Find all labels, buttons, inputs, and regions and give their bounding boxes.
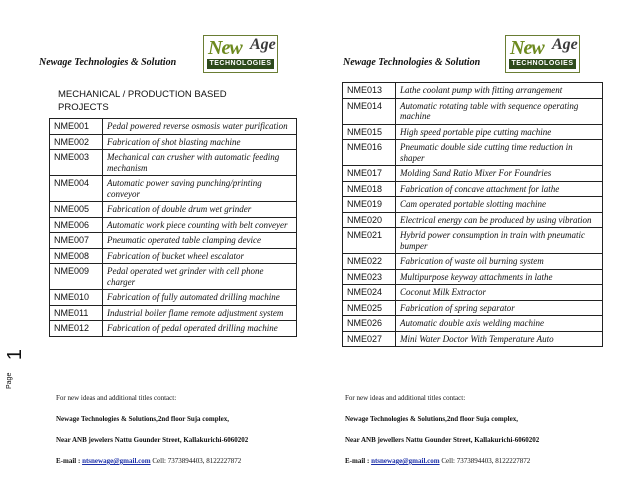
project-title: Cam operated portable slotting machine [396, 197, 603, 213]
page-number: 1 [4, 348, 27, 361]
logo-band-text: TECHNOLOGIES [509, 59, 576, 69]
project-title: Electrical energy can be produced by using vibration [396, 212, 603, 228]
project-title: Automatic work piece counting with belt conveyer [103, 217, 297, 233]
project-row [343, 331, 603, 347]
project-title: Fabrication of concave attachment for lathe [396, 181, 603, 197]
project-row [343, 316, 603, 332]
project-row [50, 150, 297, 176]
project-row [50, 176, 297, 202]
project-title: Fabrication of pedal operated drilling machine [103, 321, 297, 337]
project-row [50, 305, 297, 321]
logo-text-age: Age [250, 36, 276, 53]
project-title: Molding Sand Ratio Mixer For Foundries [396, 166, 603, 182]
project-title: Multipurpose keyway attachments in lathe [396, 269, 603, 285]
project-code: NME008 [50, 248, 103, 264]
right-header-title: Newage Technologies & Solution [343, 57, 481, 68]
project-code: NME001 [50, 119, 103, 135]
project-row [50, 264, 297, 290]
project-code: NME014 [343, 98, 396, 124]
section-heading-line-2: PROJECTS [58, 102, 109, 113]
project-row [343, 140, 603, 166]
cell-numbers: Cell: 7373894403, 8122227872 [441, 457, 531, 465]
project-code: NME009 [50, 264, 103, 290]
project-row [343, 269, 603, 285]
right-company-logo [505, 35, 580, 73]
contact-line [56, 456, 306, 466]
left-project-table [49, 118, 297, 337]
project-code: NME023 [343, 269, 396, 285]
project-title: Fabrication of shot blasting machine [103, 134, 297, 150]
project-code: NME013 [343, 83, 396, 99]
project-row [343, 98, 603, 124]
contact-line [345, 456, 605, 466]
project-row [343, 181, 603, 197]
project-title: Pedal operated wet grinder with cell phone charger [103, 264, 297, 290]
project-row [343, 166, 603, 182]
project-code: NME007 [50, 233, 103, 249]
project-code: NME019 [343, 197, 396, 213]
contact-intro: For new ideas and additional titles contact: [345, 394, 466, 402]
left-company-logo [203, 35, 278, 73]
project-title: High speed portable pipe cutting machine [396, 124, 603, 140]
address-line-1: Newage Technologies & Solutions,2nd floor Suja complex, [56, 415, 229, 423]
project-row [343, 300, 603, 316]
project-code: NME002 [50, 134, 103, 150]
address-line-1: Newage Technologies & Solutions,2nd floor Suja complex, [345, 415, 518, 423]
cell-numbers: Cell: 7373894403, 8122227872 [152, 457, 242, 465]
project-code: NME006 [50, 217, 103, 233]
logo-text-new: New [510, 37, 544, 59]
project-code: NME005 [50, 202, 103, 218]
project-title: Fabrication of double drum wet grinder [103, 202, 297, 218]
project-title: Fabrication of fully automated drilling machine [103, 290, 297, 306]
project-row [50, 233, 297, 249]
project-title: Industrial boiler flame remote adjustment system [103, 305, 297, 321]
project-title: Automatic power saving punching/printing conveyor [103, 176, 297, 202]
project-code: NME021 [343, 228, 396, 254]
project-title: Hybrid power consumption in train with pneumatic bumper [396, 228, 603, 254]
project-code: NME010 [50, 290, 103, 306]
project-title: Automatic rotating table with sequence operating machine [396, 98, 603, 124]
project-title: Pedal powered reverse osmosis water purification [103, 119, 297, 135]
project-row [343, 124, 603, 140]
project-code: NME011 [50, 305, 103, 321]
project-code: NME022 [343, 254, 396, 270]
project-code: NME017 [343, 166, 396, 182]
project-row [50, 134, 297, 150]
page-number-label [4, 348, 27, 389]
project-title: Automatic double axis welding machine [396, 316, 603, 332]
project-title: Fabrication of waste oil burning system [396, 254, 603, 270]
email-label: E-mail : [56, 457, 81, 465]
project-row [50, 217, 297, 233]
project-code: NME020 [343, 212, 396, 228]
project-code: NME016 [343, 140, 396, 166]
project-row [343, 197, 603, 213]
logo-band-text: TECHNOLOGIES [207, 59, 274, 69]
project-code: NME015 [343, 124, 396, 140]
project-row [343, 254, 603, 270]
project-row [343, 228, 603, 254]
project-code: NME012 [50, 321, 103, 337]
email-link[interactable]: ntsnewage@gmail.com [371, 457, 440, 465]
contact-intro: For new ideas and additional titles contact: [56, 394, 177, 402]
logo-text-age: Age [552, 36, 578, 53]
project-title: Lathe coolant pump with fitting arrangement [396, 83, 603, 99]
project-row [343, 212, 603, 228]
email-link[interactable]: ntsnewage@gmail.com [82, 457, 151, 465]
project-code: NME018 [343, 181, 396, 197]
project-row [343, 285, 603, 301]
project-row [343, 83, 603, 99]
project-title: Fabrication of bucket wheel escalator [103, 248, 297, 264]
address-line-2: Near ANB jewellers Nattu Gounder Street, Kallakurichi-6060202 [345, 436, 540, 444]
project-code: NME027 [343, 331, 396, 347]
email-label: E-mail : [345, 457, 370, 465]
section-heading-line-1: MECHANICAL / PRODUCTION BASED [58, 89, 227, 100]
page-word: Page [6, 372, 13, 389]
project-title: Fabrication of spring separator [396, 300, 603, 316]
project-title: Mechanical can crusher with automatic feeding mechanism [103, 150, 297, 176]
left-header-title: Newage Technologies & Solution [39, 57, 177, 68]
section-heading [58, 88, 227, 114]
project-row [50, 248, 297, 264]
project-row [50, 202, 297, 218]
project-title: Pneumatic double side cutting time reduction in shaper [396, 140, 603, 166]
project-title: Mini Water Doctor With Temperature Auto [396, 331, 603, 347]
left-footer [56, 393, 306, 477]
project-code: NME026 [343, 316, 396, 332]
address-line-2: Near ANB jewelers Nattu Gounder Street, Kallakurichi-6060202 [56, 436, 249, 444]
project-code: NME025 [343, 300, 396, 316]
right-project-table [342, 82, 603, 347]
project-title: Coconut Milk Extractor [396, 285, 603, 301]
logo-text-new: New [208, 37, 242, 59]
project-code: NME024 [343, 285, 396, 301]
project-row [50, 321, 297, 337]
project-row [50, 119, 297, 135]
project-title: Pneumatic operated table clamping device [103, 233, 297, 249]
project-code: NME004 [50, 176, 103, 202]
right-footer [345, 393, 605, 477]
project-row [50, 290, 297, 306]
project-code: NME003 [50, 150, 103, 176]
